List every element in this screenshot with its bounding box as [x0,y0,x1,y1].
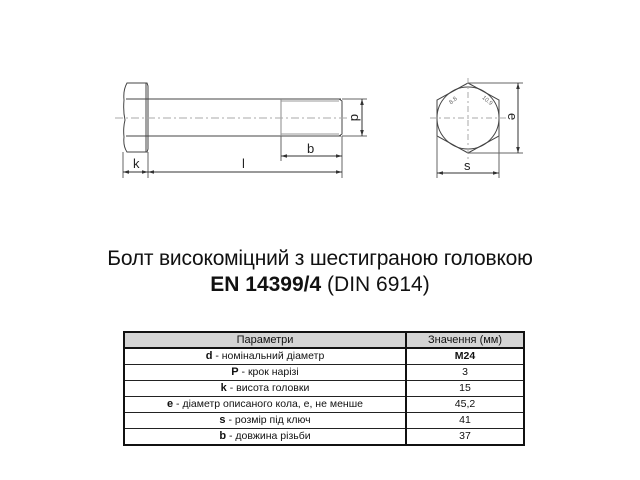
label-l: l [242,156,245,171]
table-header-row [124,332,524,348]
param-symbol: P [231,366,239,378]
top-view [430,78,523,178]
standard-code: EN 14399/4 [210,273,322,296]
param-label: - розмір під ключ [225,414,311,426]
header-parameters: Параметри [124,332,406,348]
param-cell [124,381,406,397]
parameters-table [123,331,525,446]
side-view-labels [133,114,363,171]
head-marking-2: 10.9 [480,95,494,108]
param-label: - крок нарізі [238,366,299,378]
param-value: M24 [406,348,524,365]
table-row [124,381,524,397]
param-symbol: k [220,382,227,394]
label-s: s [464,158,471,173]
top-view-labels [448,95,520,173]
standard-alt: (DIN 6914) [327,273,430,296]
param-label: - діаметр описаного кола, е, не менше [173,398,363,410]
side-view [115,83,367,178]
param-value: 41 [406,413,524,429]
param-cell [124,429,406,446]
param-symbol: e [167,398,174,410]
product-title: Болт високоміцний з шестиграною головкою [107,247,533,270]
param-cell [124,365,406,381]
param-symbol: d [205,350,213,362]
param-symbol: s [219,414,226,426]
table-row [124,413,524,429]
param-value: 45,2 [406,397,524,413]
param-cell [124,413,406,429]
param-symbol: b [219,430,227,442]
table-row [124,429,524,446]
label-k: k [133,156,140,171]
param-cell [124,397,406,413]
label-b: b [307,141,315,156]
label-d: d [348,114,363,122]
param-label: - довжина різьби [226,430,311,442]
table-row [124,348,524,365]
bolt-technical-drawing [0,0,640,200]
table-row [124,365,524,381]
header-values: Значення (мм) [406,332,524,348]
label-e: e [505,113,520,121]
param-label: - висота головки [226,382,310,394]
param-value: 3 [406,365,524,381]
param-value: 15 [406,381,524,397]
param-label: - номінальний діаметр [212,350,325,362]
head-marking-1: 8.8 [448,96,459,106]
param-cell [124,348,406,365]
table-row [124,397,524,413]
param-value: 37 [406,429,524,446]
standard-title [0,273,640,297]
